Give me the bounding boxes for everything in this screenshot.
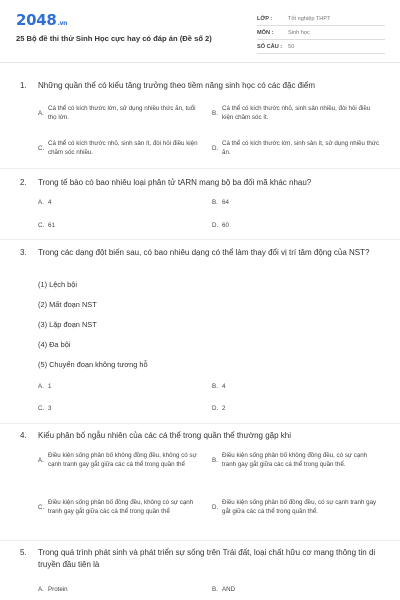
divider: [0, 423, 400, 424]
statement-item: (5) Chuyển đoạn không tương hỗ: [38, 360, 148, 369]
question-2: [20, 177, 388, 189]
option-5a[interactable]: A. Protein: [38, 586, 68, 593]
meta-row-subject: MÔN : Sinh học: [257, 26, 385, 40]
question-number: 1.: [20, 81, 27, 90]
question-1: [20, 80, 388, 92]
option-2d[interactable]: D. 60: [212, 222, 229, 229]
option-5b[interactable]: B. AND: [212, 586, 236, 593]
question-number: 3.: [20, 248, 27, 257]
site-logo[interactable]: 2048.vn: [16, 11, 68, 29]
question-text: Trong quá trình phát sinh và phát triển sự sống trên Trái đất, loại chất hữu cơ mang thông tin di truyền đầu tiên là: [38, 548, 376, 569]
divider: [0, 239, 400, 240]
option-1b[interactable]: B. Cá thể có kích thước nhỏ, sinh sản nhiều, đòi hỏi điều kiện chăm sóc ít.: [212, 105, 371, 121]
page-header: [0, 0, 400, 63]
statement-item: (4) Đa bội: [38, 340, 71, 349]
option-4c[interactable]: C. Điều kiện sống phân bố đồng đều, không có sự cạnh tranh gay gắt giữa các cá thể trong quần thể: [38, 499, 194, 515]
option-2c[interactable]: C. 61: [38, 222, 55, 229]
meta-row-class: LỚP : Tốt nghiệp THPT: [257, 12, 385, 26]
question-number: 4.: [20, 431, 27, 440]
option-4b[interactable]: B. Điều kiện sống phân bố không đồng đều, có sự cạnh tranh gay gắt giữa các cá thể trong quần thể.: [212, 452, 368, 468]
option-2b[interactable]: B. 64: [212, 199, 229, 206]
option-1c[interactable]: C. Cá thể có kích thước nhỏ, sinh sản ít, đòi hỏi điều kiện chăm sóc nhiều.: [38, 140, 198, 156]
question-5: [20, 547, 388, 571]
option-3a[interactable]: A. 1: [38, 383, 52, 390]
option-1a[interactable]: A. Cá thể có kích thước lớn, sử dụng nhiều thức ăn, tuổi thọ lớn.: [38, 105, 196, 121]
option-3b[interactable]: B. 4: [212, 383, 226, 390]
question-text: Trong tế bào có bao nhiêu loại phân tử tARN mang bộ ba đối mã khác nhau?: [38, 178, 312, 187]
question-text: Trong các dạng đột biến sau, có bao nhiêu dạng có thể làm thay đổi vị trí tâm động của NST?: [38, 248, 370, 257]
statement-item: (1) Lệch bội: [38, 280, 78, 289]
divider: [0, 540, 400, 541]
question-text: Những quần thể có kiểu tăng trưởng theo tiềm năng sinh học có các đặc điểm: [38, 81, 316, 90]
question-text: Kiểu phân bố ngẫu nhiên của các cá thể trong quần thể thường gặp khi: [38, 431, 292, 440]
exam-meta-table: [257, 12, 385, 54]
option-3c[interactable]: C. 3: [38, 405, 52, 412]
option-4d[interactable]: D. Điều kiện sống phân bố đồng đều, có sự cạnh tranh gay gắt giữa các cá thể trong quần thể.: [212, 499, 377, 515]
statement-item: (3) Lặp đoạn NST: [38, 320, 97, 329]
option-4a[interactable]: A. Điều kiện sống phân bố không đồng đều, không có sự cạnh tranh gay gắt giữa các cá thể trong quần thể: [38, 452, 197, 468]
option-3d[interactable]: D. 2: [212, 405, 226, 412]
divider: [0, 168, 400, 169]
question-number: 2.: [20, 178, 27, 187]
option-2a[interactable]: A. 4: [38, 199, 52, 206]
meta-row-count: SỐ CÂU : 50: [257, 40, 385, 54]
question-4: [20, 430, 388, 442]
statement-item: (2) Mất đoạn NST: [38, 300, 97, 309]
question-number: 5.: [20, 548, 27, 557]
exam-title: 25 Bộ đề thi thử Sinh Học cực hay có đáp án (Đề số 2): [16, 34, 212, 43]
question-3: [20, 247, 388, 259]
option-1d[interactable]: D. Cá thể có kích thước lớn, sinh sản ít, sử dụng nhiều thức ăn.: [212, 140, 380, 156]
